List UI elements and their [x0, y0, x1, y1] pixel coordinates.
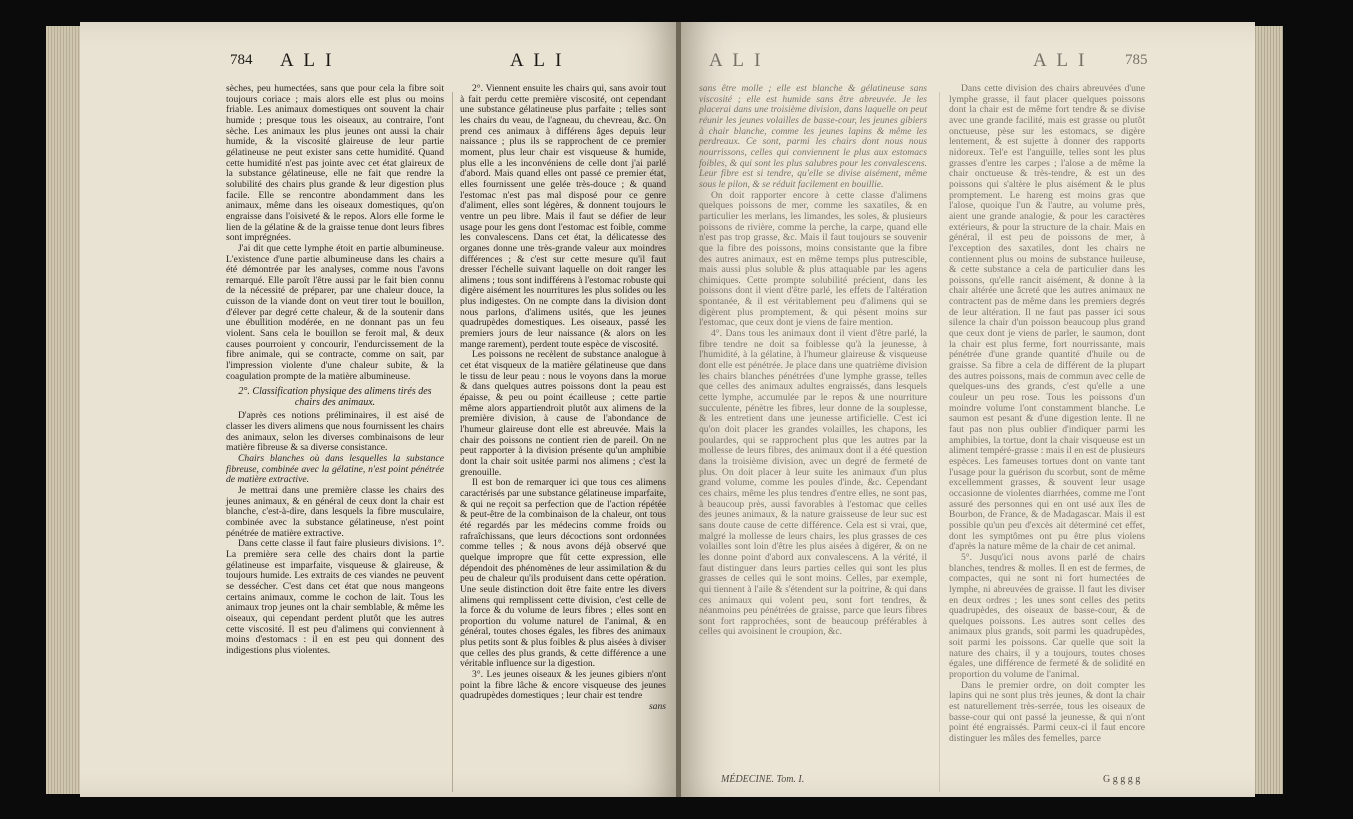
left-column-2	[460, 84, 666, 713]
catchword: sans	[648, 701, 666, 713]
right-page	[681, 22, 1255, 797]
left-running-header: A L I	[280, 50, 335, 71]
paragraph: Dans cette classe il faut faire plusieurs divisions. 1°. La première sera celle des chairs dont la partie gélatineuse est imparfaite, visqueuse & glaireuse, & toujours humide. Les extraits de ces viandes ne peuvent se dessécher. C'est dans cet état que nous mangeons certains animaux, comme le cochon de lait. Tous les animaux trop jeunes ont la chair semblable, & même les oiseaux, qui cependant perdent plutôt que les autres cette viscosité. Il est peu d'alimens qui conviennent à moins d'estomacs : il en est peu qui donnent des indigestions plus violentes.	[226, 538, 444, 656]
paragraph: Il est bon de remarquer ici que tous ces alimens caractérisés par une substance gélatineuse imparfaite, & qui ne reçoit sa perfection que de l'action répétée & peut-être de la combinaison de la chaleur, ont tous été regardés par les médecins comme froids ou rafraîchissans, que leurs décoctions sont ordonnées comme telles ; & nous avons déjà observé que quelque impropre que fût cette expression, elle dépendoit des phénomènes de leur assimilation & du peu de chaleur qu'ils produisent dans cette opération. Une seule distinction doit être faite entre les divers alimens qui remplissent cette division, c'est celle de la force & du volume de leurs fibres ; elles sont en proportion du volume naturel de l'animal, & en général, toutes choses égales, les fibres des animaux plus petits sont & plus foibles & plus aisées à diviser que celles des plus grands, & cette différence a une véritable influence sur la digestion.	[460, 477, 666, 670]
paragraph: Je mettrai dans une première classe les chairs des jeunes animaux, & en général de ceux dont la chair est blanche, c'est-à-dire, dans lesquels la fibre musculaire, combinée avec la substance gélatineuse, n'est point pénétrée de matière extractive.	[226, 484, 444, 539]
paragraph: Les poissons ne recèlent de substance analogue à cet état visqueux de la matière gélatineuse que dans le tissu de leur peau : nous le voyons dans la morue & dans quelques autres poissons dont la peau est épaisse, & peu ou point écailleuse ; cette partie même alors appartiendroit plutôt aux alimens de la première division, à cause de l'abondance de l'humeur glaireuse dont elle est abreuvée. Mais la chair des poissons ne contient rien de pareil. On ne peut rapporter à la division présente qu'un amphibie dont la chair soit usitée parmi nos alimens ; c'est la grenouille.	[460, 349, 666, 478]
paragraph: J'ai dit que cette lymphe étoit en partie albumineuse. L'existence d'une partie albumineuse dans les chairs a été démontrée par les analyses, comme nous l'avons remarqué. Elle paroît l'être aussi par le fait bien connu de la nécessité de préparer, par une chaleur douce, la cuisson de la viande dont on veut tirer tout le bouillon, d'élever par degré cette chaleur, & de la soutenir dans une ébullition modérée, en ne donnant pas un feu violent. Sans cela le bouillon se feroit mal, & deux causes pourroient y concourir, l'endurcissement de la fibre animale, qui se contracte, comme on sait, par l'impression violente d'une chaleur subite, & la coagulation prompte de la matière albumineuse.	[226, 242, 444, 382]
signature-footer: MÉDECINE. Tom. I.	[721, 774, 805, 785]
left-running-header-2: A L I	[510, 50, 565, 71]
signature-mark: G g g g g	[1103, 774, 1141, 785]
paragraph: sans être molle ; elle est blanche & gélatineuse sans viscosité ; elle est humide sans être abreuvée. Je les placerai dans une troisième division, dans laquelle on peut réunir les jeunes volailles de basse-cour, les jeunes gibiers à chair blanche, comme les jeunes lapins & même les perdreaux. Ce sont, parmi les chairs dont nous nous nourrissons, celles qui conviennent le plus aux estomacs foibles, & qui sont les plus salubres pour les convalescens. Leur fibre est si tendre, qu'elle se divise aisément, même sous le pilon, & se réduit facilement en bouillie.	[699, 83, 927, 190]
paragraph: 2°. Viennent ensuite les chairs qui, sans avoir tout à fait perdu cette première viscosité, ont cependant une substance gélatineuse plus parfaite ; telles sont les chairs du veau, de l'agneau, du chevreau, &c. On prend ces animaux à différens âges depuis leur naissance ; plus ils se rapprochent de ce premier moment, plus leur chair est visqueuse & humide, plus elle a les inconvéniens de celle dont j'ai parlé d'abord. Mais quand elles ont passé ce premier état, elles fournissent une gelée très-douce ; & quand l'estomac n'est pas mal disposé pour ce genre d'aliment, elles sont légères, & donnent toujours le ventre un peu libre. Mais il faut se défier de leur usage pour les gens dont l'estomac est foible, comme les convalescens. Dans cet état, la délicatesse des organes donne une très-grande valeur aux moindres différences ; & c'est sur cette mesure qu'il faut dresser l'échelle suivant laquelle on doit ranger les alimens ; tous sont indifférens à l'estomac robuste qui digère aisément les nourritures les plus solides ou les plus indigestes. On ne compte dans la division dont nous parlons, d'alimens usités, que les jeunes quadrupèdes domestiques. Les oiseaux, passé les premiers jours de leur naissance (& alors on les mange rarement), perdent toute espèce de viscosité.	[460, 83, 666, 350]
paragraph: 3°. Les jeunes oiseaux & les jeunes gibiers n'ont point la fibre lâche & encore visqueuse des jeunes quadrupèdes domestiques ; leur chair est tendre	[460, 669, 666, 702]
right-column-2	[949, 84, 1145, 745]
left-column-1	[226, 84, 444, 656]
right-column-1	[699, 84, 927, 638]
left-page	[80, 22, 677, 797]
right-page-edges	[1253, 26, 1283, 794]
right-page-number: 785	[1125, 52, 1148, 68]
paragraph: 4°. Dans tous les animaux dont il vient d'être parlé, la fibre tendre ne doit sa foiblesse qu'à la jeunesse, à l'humidité, à la gélatine, à l'humeur glaireuse & visqueuse dont elle est pénétrée. Je place dans une quatrième division les chairs blanches pénétrées d'une lymphe grasse, telles que celles des animaux adultes engraissés, dans lesquels cette lymphe, accumulée par le repos & une nourriture succulente, pénètre les fibres, leur donne de la souplesse, & les entretient dans une jeunesse artificielle. C'est ici qu'on doit placer les grandes volailles, les chapons, les poulardes, qui se rapprochent plus que les autres par la mollesse de leurs fibres, des animaux dont il a été question dans la troisième division, avec un degré de fermeté de plus. On doit placer à leur suite les animaux d'un plus grand volume, comme les poules d'inde, &c. Cependant ces chairs, même les plus tendres d'entre elles, ne sont pas, à beaucoup près, aussi favorables à l'estomac que celles des jeunes animaux, & la nature graisseuse de leur suc est sans doute cause de cette différence. Cela est si vrai, que, malgré la mollesse de leurs chairs, les plus grasses de ces volailles sont loin d'être les plus aisées à digérer, & on ne les donne point d'abord aux convalescens. A la vérité, il faut distinguer dans leurs parties celles qui sont les plus grasses de celles qui le sont moins. Celles, par exemple, qui tiennent à l'aile & s'étendent sur la poitrine, & qui dans ces animaux qui volent peu, sont fort tendres, & néanmoins peu pénétrées de graisse, parce que leurs fibres sont fort rapprochées, sont de beaucoup préférables à celles qui avoisinent le croupion, &c.	[699, 328, 927, 638]
left-page-edges	[46, 26, 82, 794]
paragraph: Dans le premier ordre, on doit compter les lapins qui ne sont plus très jeunes, & dont la chair est naturellement très-serrée, tous les oiseaux de basse-cour qui ont passé la jeunesse, & qui n'ont point été engraissés. Parmi ceux-ci il faut encore distinguer les mâles des femelles, parce	[949, 679, 1145, 745]
paragraph: On doit rapporter encore à cette classe d'alimens quelques poissons de mer, comme les saxatiles, & en particulier les merlans, les limandes, les soles, & plusieurs poissons de rivière, comme la perche, la carpe, quand elle n'est pas trop grasse, &c. Mais il faut toujours se souvenir que la fibre des poissons, moins consistante que la fibre des autres animaux, est en même temps plus putrescible, mais aussi plus soluble & plus attaquable par les agens chimiques. Cette prompte solubilité précient, dans les poissons dont il vient d'être parlé, les effets de l'altération spontanée, & il est véritablement peu d'alimens qui se digèrent plus promptement, & qui pèsent moins sur l'estomac, que ceux dont je viens de faire mention.	[699, 189, 927, 329]
subheading: Chairs blanches où dans lesquelles la substance fibreuse, combinée avec la gélatine, n'est point pénétrée de matière extractive.	[226, 453, 444, 486]
paragraph: Dans cette division des chairs abreuvées d'une lymphe grasse, il faut placer quelques poissons dont la chair est de même fort tendre & se divise avec une grande facilité, mais est grasse ou plutôt onctueuse, pèse sur les estomacs, se digère lentement, & est sujette à donner des rapports nidoreux. Tel'e est l'anguille, telles sont les plus grasses d'entre les carpes ; l'alose a de même la chair onctueuse & très-tendre, & est un des poissons qui s'altère le plus aisément & le plus promptement. Le hareng est moins gras que l'alose, quoique l'un & l'autre, au volume près, aient une grande analogie, & pour les caractères extérieurs, & pour la structure de la chair. Mais en général, il est peu de poissons de mer, à l'exception des saxatiles, dont les chairs ne contiennent plus ou moins de substance huileuse, & cette substance a cela de particulier dans les poissons, qu'elle rancit aisément, & donne à la chair altérée une âcreté que les autres animaux ne contractent pas de même dans les premiers degrés de leur altération. Il ne faut pas passer ici sous silence la chair d'un poisson beaucoup plus grand que ceux dont je viens de parler, le saumon, dont la chair est plus ferme, fort nourrissante, mais pénétrée d'une grande quantité d'huile ou de graisse. Sa fibre a cela de différent de la plupart des autres poissons, mais de commun avec celle de quelques-uns des grands, c'est qu'elle a une couleur un peu rose. Tous les poissons d'un moindre volume l'ont constamment blanche. Le saumon est pesant & d'une digestion lente. Il ne faut pas non plus oublier d'indiquer parmi les amphibies, la tortue, dont la chair visqueuse est un aliment tempéré-grasse : mais il en est de plusieurs espèces. Les fameuses tortues dont on vante tant l'usage pour la guérison du scorbut, sont de même excellemment grasses, & souvent leur usage occasionne de violentes diarrhées, comme me l'ont assuré des personnes qui en ont usé aux îles de Bourbon, de France, & de Madagascar. Mais il est possible qu'un peu d'excès ait déterminé cet effet, dont les symptômes ont pu être plus violens d'après la nature même de la chair de cet animal.	[949, 83, 1145, 553]
section-heading: 2°. Classification physique des alimens tirés des chairs des animaux.	[238, 386, 432, 409]
paragraph: sèches, peu humectées, sans que pour cela la fibre soit toujours coriace ; mais alors elle est plus ou moins friable. Les animaux domestiques ont souvent la chair humide ; presque tous les oiseaux, au contraire, l'ont sèche. Les animaux les plus jeunes ont aussi la chair humide, & la viscosité glaireuse de leur partie gélatineuse ne peut exister sans cette humidité. Quand cette humidité n'est pas jointe avec cet état glaireux de la substance gélatineuse, elle ne fait que rendre la solubilité des chairs plus grande & leur digestion plus facile. Elle se rencontre abondamment dans les animaux, même dans les oiseaux domestiques, qu'on engraisse dans l'oisiveté & le repos. Alors elle forme le lien de la gélatine & de la graisse tenue dont leurs fibres sont imprégnées.	[226, 83, 444, 244]
right-running-header-2: A L I	[1033, 50, 1088, 71]
column-rule	[452, 92, 453, 792]
left-page-number: 784	[230, 52, 253, 68]
paragraph: 5°. Jusqu'ici nous avons parlé de chairs blanches, tendres & molles. Il en est de fermes, de compactes, qui ne sont ni fort humectées de lymphe, ni abreuvées de graisse. Il faut les diviser en deux ordres ; les unes sont celles des petits quadrupèdes, des oiseaux de basse-cour, & de quelques poissons. Les autres sont celles des animaux plus grands, soit parmi les quadrupèdes, soit parmi les poissons. Car quelle que soit la nature des chairs, il y a toujours, toutes choses égales, une différence de fermeté & de solidité en proportion du volume de l'animal.	[949, 551, 1145, 681]
paragraph: D'après ces notions préliminaires, il est aisé de classer les divers alimens que nous fournissent les chairs des animaux, selon les diverses combinaisons de leur matière fibreuse & sa diverse consistance.	[226, 410, 444, 454]
column-rule	[939, 92, 940, 792]
right-running-header: A L I	[709, 50, 764, 71]
